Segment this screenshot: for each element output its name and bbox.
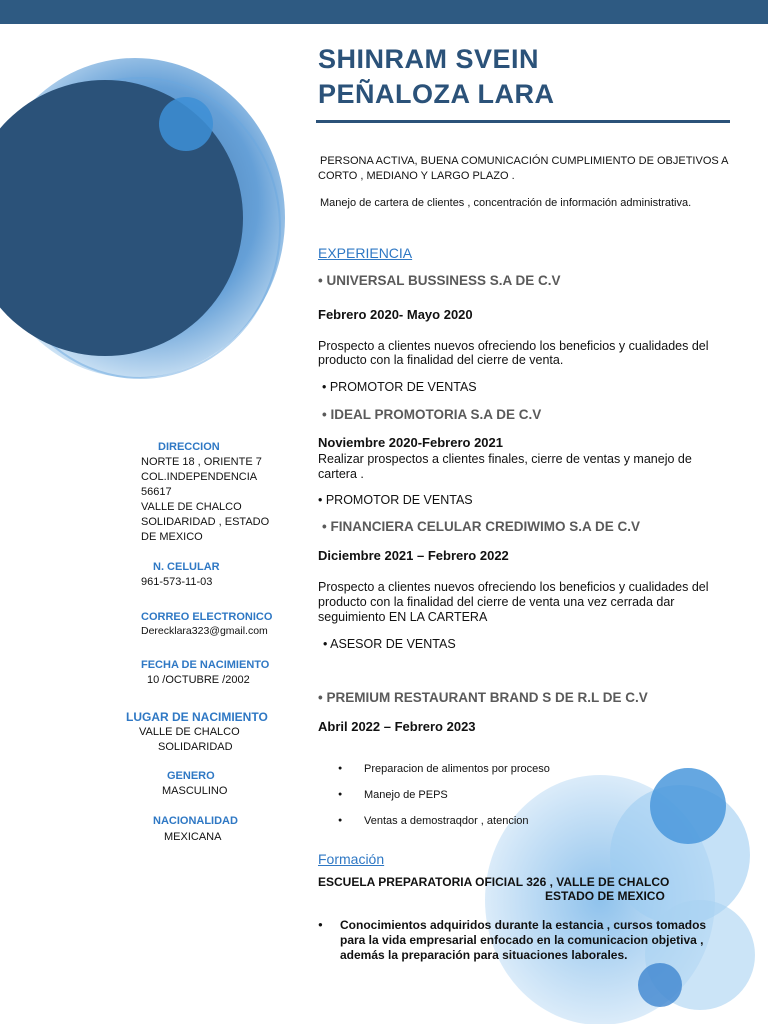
- education-desc-1: Conocimientos adquiridos durante la estancia , cursos tomados: [340, 918, 707, 932]
- profile-line-1: PERSONA ACTIVA, BUENA COMUNICACIÓN CUMPLIMIENTO DE OBJETIVOS A: [320, 155, 729, 167]
- birthdate-value: 10 /OCTUBRE /2002: [147, 674, 250, 686]
- nationality-value: MEXICANA: [164, 831, 222, 843]
- job-3-desc-1: Prospecto a clientes nuevos ofreciendo los beneficios y cualidades del: [318, 580, 709, 594]
- birthplace-line-2: SOLIDARIDAD: [158, 741, 233, 753]
- education-desc-2: para la vida empresarial enfocado en la comunicacion objetiva ,: [340, 933, 704, 947]
- address-line: DE MEXICO: [141, 531, 203, 543]
- decorative-circles-left: [0, 28, 300, 428]
- job-2-role: • PROMOTOR DE VENTAS: [318, 493, 473, 507]
- bullet-icon: ●: [318, 920, 323, 929]
- email-label: CORREO ELECTRONICO: [141, 611, 273, 623]
- name-line-2: PEÑALOZA LARA: [318, 79, 555, 109]
- education-desc-3: además la preparación para situaciones laborales.: [340, 948, 628, 962]
- job-3-dates: Diciembre 2021 – Febrero 2022: [318, 548, 509, 563]
- birthplace-label: LUGAR DE NACIMIENTO: [126, 710, 268, 724]
- address-label: DIRECCION: [158, 441, 220, 453]
- job-2-desc-1: Realizar prospectos a clientes finales, cierre de ventas y manejo de: [318, 452, 692, 466]
- job-4-company: • PREMIUM RESTAURANT BRAND S DE R.L DE C.V: [318, 690, 648, 705]
- job-3-company: • FINANCIERA CELULAR CREDIWIMO S.A DE C.V: [322, 519, 640, 534]
- name-underline: [316, 120, 730, 123]
- job-2-desc-2: cartera .: [318, 467, 364, 481]
- address-line: VALLE DE CHALCO: [141, 501, 242, 513]
- job-3-role: • ASESOR DE VENTAS: [323, 637, 456, 651]
- job-1-company: • UNIVERSAL BUSSINESS S.A DE C.V: [318, 273, 561, 288]
- experience-heading: EXPERIENCIA: [318, 245, 413, 261]
- birthplace-line-1: VALLE DE CHALCO: [139, 726, 240, 738]
- birthdate-label: FECHA DE NACIMIENTO: [141, 659, 270, 671]
- address-line: COL.INDEPENDENCIA: [141, 471, 258, 483]
- phone-label: N. CELULAR: [153, 561, 220, 573]
- job-3-desc-3: seguimiento EN LA CARTERA: [318, 610, 488, 624]
- nationality-label: NACIONALIDAD: [153, 815, 238, 827]
- gender-value: MASCULINO: [162, 785, 228, 797]
- address-line: 56617: [141, 486, 172, 498]
- profile-line-2: CORTO , MEDIANO Y LARGO PLAZO .: [318, 170, 515, 182]
- candidate-name: [318, 42, 555, 112]
- job-3-desc-2: producto con la finalidad del cierre de venta una vez cerrada dar: [318, 595, 675, 609]
- address-line: NORTE 18 , ORIENTE 7: [141, 456, 262, 468]
- top-banner: [0, 0, 768, 24]
- job-1-dates: Febrero 2020- Mayo 2020: [318, 307, 473, 322]
- education-heading: Formación: [318, 851, 385, 867]
- job-4-dates: Abril 2022 – Febrero 2023: [318, 719, 476, 734]
- job-2-dates: Noviembre 2020-Febrero 2021: [318, 435, 503, 450]
- job-1-desc-1: Prospecto a clientes nuevos ofreciendo los beneficios y cualidades del: [318, 339, 709, 353]
- job-1-role: • PROMOTOR DE VENTAS: [322, 380, 477, 394]
- school-line-2: ESTADO DE MEXICO: [545, 889, 665, 903]
- address-line: SOLIDARIDAD , ESTADO: [141, 516, 270, 528]
- phone-value: 961-573-11-03: [141, 576, 213, 588]
- name-line-1: SHINRAM SVEIN: [318, 44, 540, 74]
- job-1-desc-2: producto con la finalidad del cierre de venta.: [318, 353, 564, 367]
- school-line-1: ESCUELA PREPARATORIA OFICIAL 326 , VALLE DE CHALCO: [318, 875, 670, 889]
- email-value: Derecklara323@gmail.com: [141, 625, 268, 637]
- job-2-company: • IDEAL PROMOTORIA S.A DE C.V: [322, 407, 542, 422]
- profile-line-3: Manejo de cartera de clientes , concentración de información administrativa.: [320, 197, 692, 209]
- gender-label: GENERO: [167, 770, 215, 782]
